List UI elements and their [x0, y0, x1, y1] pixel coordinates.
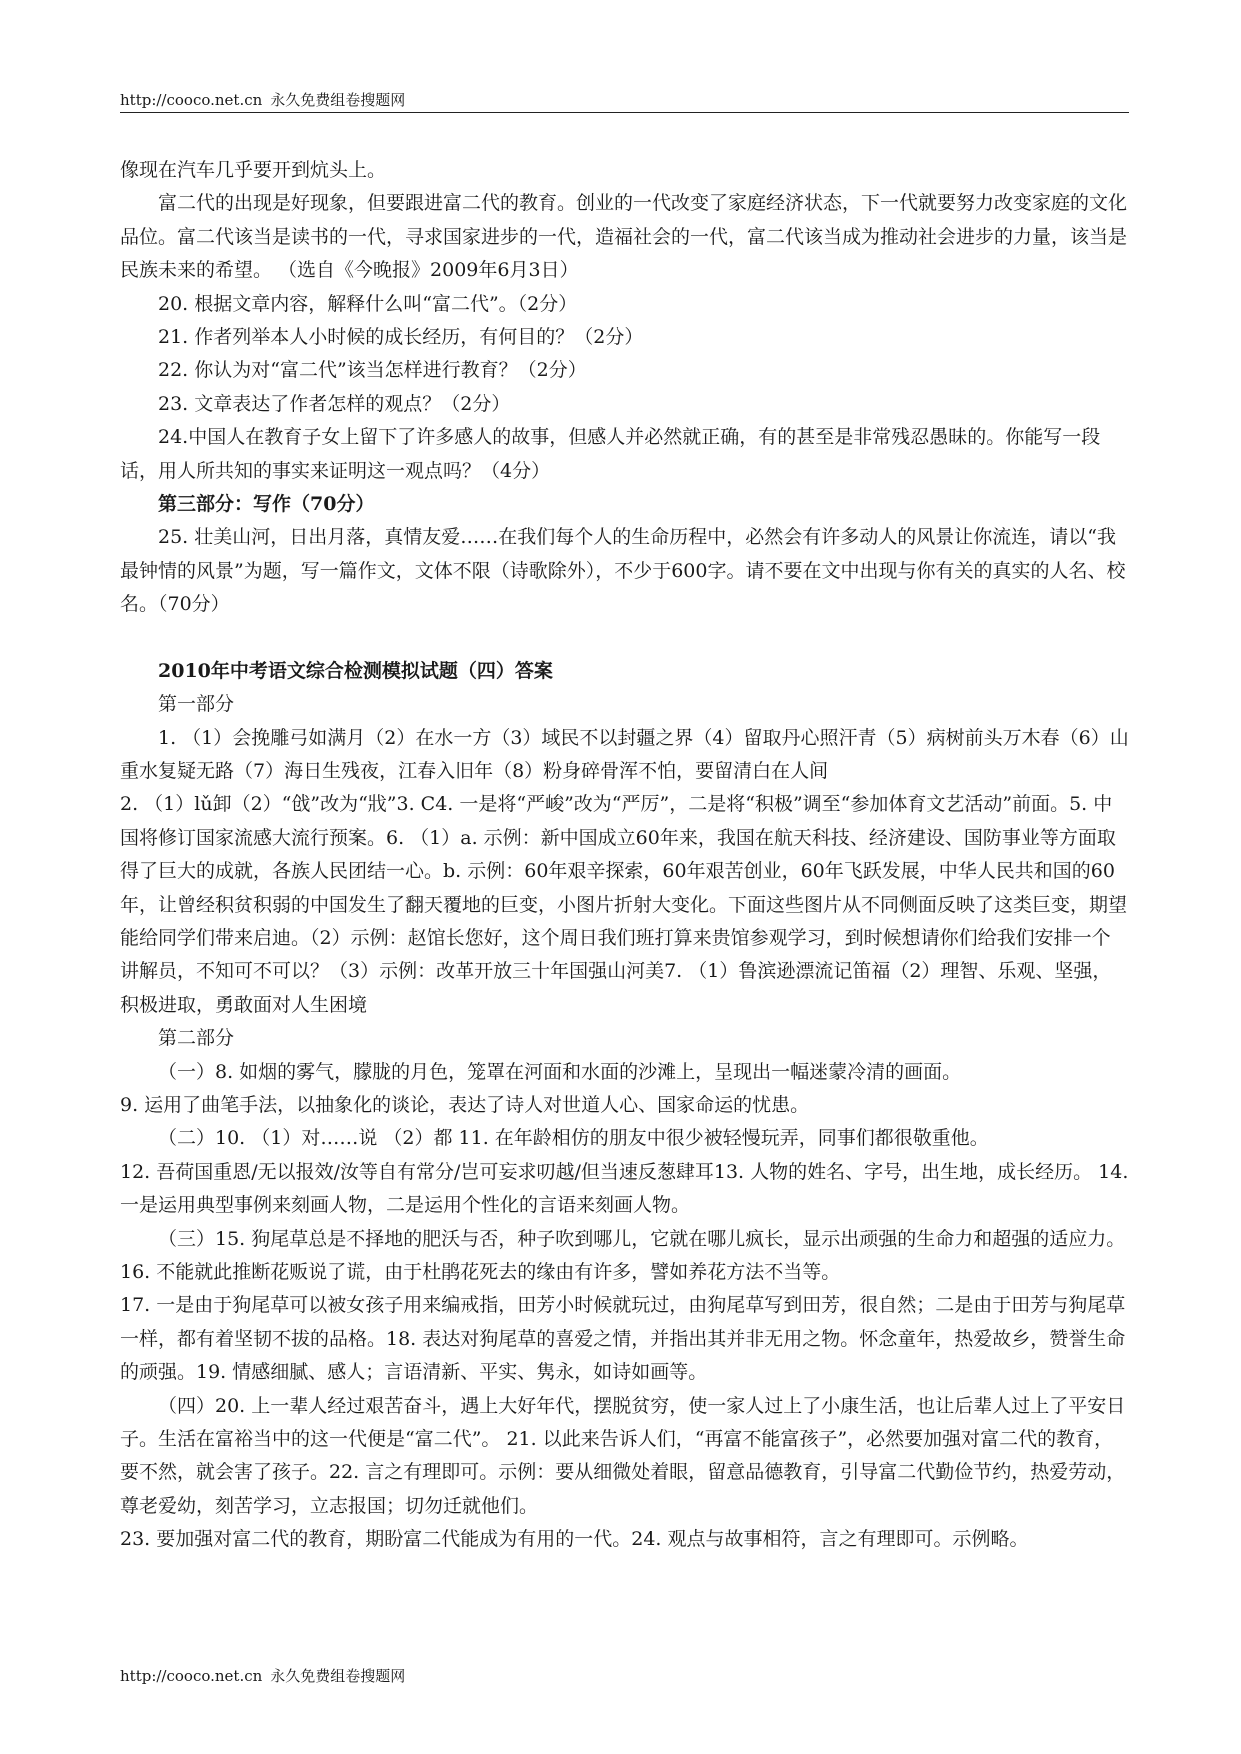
- paragraph-conclusion: 富二代的出现是好现象，但要跟进富二代的教育。创业的一代改变了家庭经济状态，下一代就要努力改变家庭的文化品位。富二代该当是读书的一代，寻求国家进步的一代，造福社会的一代，富二代该当成为推动社会进步的力量，该当是民族未来的希望。 （选自《今晚报》2009年6月3日）: [120, 192, 1128, 282]
- footer-site-name: 永久免费组卷搜题网: [270, 1667, 406, 1685]
- answer-10-11: （二）10. （1）对……说 （2）都 11. 在年龄相仿的朋友中很少被轻慢玩弄，同事们都很敬重他。: [158, 1127, 989, 1150]
- answer-part-one-heading: 第一部分: [158, 693, 235, 716]
- page-header: [120, 88, 1129, 113]
- answer-12-14: 12. 吾荷国重恩/无以报效/汝等自有常分/岂可妄求叨越/但当速反葱肆耳13. 人物的姓名、字号，出生地，成长经历。 14. 一是运用典型事例来刻画人物，二是运用个性化的言语来刻画人物。: [120, 1160, 1129, 1217]
- answer-1: 1. （1）会挽雕弓如满月（2）在水一方（3）域民不以封疆之界（4）留取丹心照汗青（5）病树前头万木春（6）山重水复疑无路（7）海日生残夜，江春入旧年（8）粉身碎骨浑不怕，要留清白在人间: [120, 726, 1129, 782]
- header-url[interactable]: http://cooco.net.cn: [120, 91, 263, 109]
- answer-part-two-heading: 第二部分: [158, 1027, 235, 1050]
- question-22: 22. 你认为对“富二代”该当怎样进行教育？（2分）: [158, 359, 587, 382]
- page-footer: [120, 1664, 1129, 1688]
- spacer: [120, 622, 1129, 655]
- question-25: 25. 壮美山河，日出月落，真情友爱……在我们每个人的生命历程中，必然会有许多动人的风景让你流连，请以“我最钟情的风景”为题，写一篇作文，文体不限（诗歌除外），不少于600字。请不要在文中出现与你有关的真实的人名、校名。（70分）: [120, 526, 1126, 616]
- question-21: 21. 作者列举本人小时候的成长经历，有何目的？（2分）: [158, 326, 644, 349]
- answer-2-7: 2. （1）lǔ卸（2）“戗”改为“戕”3. C4. 一是将“严峻”改为“严厉”，二是将“积极”调至“参加体育文艺活动”前面。5. 中国将修订国家流感大流行预案。6. （1）a. 示例：新中国成立60年来，我国在航天科技、经济建设、国防事业等方面取得了巨大的成就，各族人民团结一心。b. 示例：60年艰辛探索，60年艰苦创业，60年飞跃发展，中华人民共和国的60年，让曾经积贫积弱的中国发生了翻天覆地的巨变，小图片折射大变化。下面这些图片从不同侧面反映了这类巨变，期望能给同学们带来启迪。（2）示例：赵馆长您好，这个周日我们班打算来贵馆参观学习，到时候想请你们给我们安排一个讲解员，不知可不可以？（3）示例：改革开放三十年国强山河美7. （1）鲁滨逊漂流记笛福（2）理智、乐观、坚强，积极进取，勇敢面对人生困境: [120, 793, 1128, 1016]
- answer-20-22: （四）20. 上一辈人经过艰苦奋斗，遇上大好年代，摆脱贫穷，使一家人过上了小康生活，也让后辈人过上了平安日子。生活在富裕当中的这一代便是“富二代”。 21. 以此来告诉人们，“再富不能富孩子”，必然要加强对富二代的教育，要不然，就会害了孩子。22. 言之有理即可。示例：要从细微处着眼，留意品德教育，引导富二代勤俭节约，热爱劳动，尊老爱幼，刻苦学习，立志报国；切勿迁就他们。: [120, 1394, 1126, 1517]
- answer-23-24: 23. 要加强对富二代的教育，期盼富二代能成为有用的一代。24. 观点与故事相符，言之有理即可。示例略。: [120, 1528, 1029, 1551]
- answer-8: （一）8. 如烟的雾气，朦胧的月色，笼罩在河面和水面的沙滩上，呈现出一幅迷蒙冷清的画面。: [158, 1060, 962, 1083]
- paragraph-continuation: 像现在汽车几乎要开到炕头上。: [120, 159, 387, 181]
- answer-15-16: （三）15. 狗尾草总是不择地的肥沃与否，种子吹到哪儿，它就在哪儿疯长，显示出顽强的生命力和超强的适应力。 16. 不能就此推断花贩说了谎，由于杜鹃花死去的缘由有许多，譬如养花方法不当等。: [120, 1227, 1126, 1283]
- question-23: 23. 文章表达了作者怎样的观点？（2分）: [158, 392, 511, 415]
- question-20: 20. 根据文章内容，解释什么叫“富二代”。（2分）: [158, 292, 578, 315]
- answer-title: 2010年中考语文综合检测模拟试题（四）答案: [158, 659, 553, 682]
- answer-17-19: 17. 一是由于狗尾草可以被女孩子用来编戒指，田芳小时候就玩过，由狗尾草写到田芳，很自然；二是由于田芳与狗尾草一样，都有着坚韧不拔的品格。18. 表达对狗尾草的喜爱之情，并指出其并非无用之物。怀念童年，热爱故乡，赞誉生命的顽强。19. 情感细腻、感人；言语清新、平实、隽永，如诗如画等。: [120, 1294, 1126, 1384]
- document-body: [120, 154, 1129, 1557]
- question-24: 24.中国人在教育子女上留下了许多感人的故事，但感人并必然就正确，有的甚至是非常残忍愚昧的。你能写一段话，用人所共知的事实来证明这一观点吗？（4分）: [120, 426, 1101, 482]
- footer-url[interactable]: http://cooco.net.cn: [120, 1667, 263, 1685]
- header-site-name: 永久免费组卷搜题网: [270, 91, 406, 109]
- answer-9: 9. 运用了曲笔手法，以抽象化的谈论，表达了诗人对世道人心、国家命运的忧患。: [120, 1093, 810, 1116]
- section-heading-writing: 第三部分：写作（70分）: [158, 493, 375, 516]
